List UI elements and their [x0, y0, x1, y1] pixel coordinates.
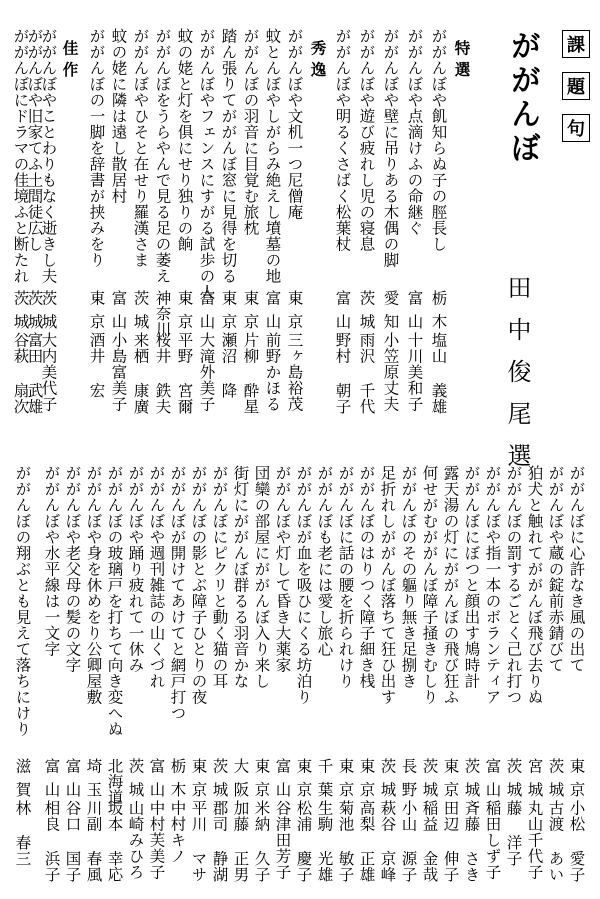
- prefecture: 富山: [147, 758, 166, 805]
- poem: ががんぼの一脚を辞書が挟みをり: [87, 28, 106, 268]
- poem: ががんぼや老父母の髪の文字: [63, 465, 82, 673]
- prefecture: 東京: [336, 758, 355, 805]
- poem: 何せがむががんぼ障子掻きむしり: [420, 465, 439, 705]
- author: 谷萩 扇次: [11, 332, 30, 415]
- poem: ががんぼにドラマの佳境ふと断たれ: [11, 28, 30, 284]
- poem: ががんぼに心許なき風の出て: [567, 465, 586, 673]
- author: 相良 浜子: [42, 800, 61, 883]
- author: 十川美和子: [405, 332, 424, 412]
- author: 前野かほる: [263, 332, 282, 412]
- prefecture: 東京: [241, 290, 260, 337]
- prefecture: 長野: [399, 758, 418, 805]
- prefecture: 東京: [294, 758, 313, 805]
- section-heading-shuitsu: 秀逸: [308, 40, 328, 83]
- poem: ががんぼや灯して昏き大薬家: [273, 465, 292, 673]
- poem: ががんぼや身を休めをり公卿屋敷: [84, 465, 103, 705]
- author: 小松 愛子: [567, 800, 586, 883]
- prefecture: 茨城: [11, 290, 30, 337]
- prefecture: 茨城: [131, 290, 150, 337]
- prefecture: 茨城: [462, 758, 481, 805]
- author: 菊池 敏子: [336, 800, 355, 883]
- header-box-dai: 題: [562, 72, 590, 100]
- author: 高梨 正雄: [357, 800, 376, 883]
- prefecture: 東京: [252, 758, 271, 805]
- prefecture: 東京: [189, 758, 208, 805]
- poem: 露天湯の灯にががんぼの飛び狂ふ: [441, 465, 460, 705]
- author: 大内美代子: [39, 332, 58, 412]
- prefecture: 富山: [109, 290, 128, 337]
- prefecture: 富山: [263, 290, 282, 337]
- poem: ががんぼの翔ぶとも見えて落ちにけり: [13, 465, 32, 737]
- poem: 踏ん張りてががんぼ窓に見得を切る: [219, 28, 238, 284]
- prefecture: 東京: [219, 290, 238, 337]
- section-heading-tokusen: 特選: [452, 40, 472, 83]
- prefecture: 滋賀: [13, 758, 32, 805]
- author: 小島富美子: [109, 332, 128, 412]
- author: 平川 マサ: [189, 800, 208, 883]
- author: 加藤 正男: [231, 800, 250, 883]
- author: 中村キノ: [168, 800, 187, 864]
- prefecture: 茨城: [504, 758, 523, 805]
- author: 谷口 国子: [63, 800, 82, 883]
- header-box-ka: 課: [562, 30, 590, 58]
- poem: ががんぼや文机一つ尼僧庵: [285, 28, 304, 220]
- poem: ががんぼの罰するごとく己れ打つ: [504, 465, 523, 705]
- author: 稲田しず子: [483, 800, 502, 880]
- prefecture: 大阪: [231, 758, 250, 805]
- author: 桜井 鉄夫: [153, 332, 172, 415]
- author: 酒井 宏: [87, 332, 106, 399]
- poem: ががんぼのその軀り無き足捌き: [399, 465, 418, 689]
- prefecture: 宮城: [525, 758, 544, 805]
- prefecture: 千葉: [315, 758, 334, 805]
- header-box-ku: 句: [562, 114, 590, 142]
- author: 野村 朝子: [333, 332, 352, 415]
- prefecture: 茨城: [210, 758, 229, 805]
- prefecture: 東京: [357, 758, 376, 805]
- top-entry-17: [8, 0, 36, 899]
- author: 来栖 康廣: [131, 332, 150, 415]
- poem: ががんぼの影とぶ障子ひとりの夜: [189, 465, 208, 705]
- author: 米納 久子: [252, 800, 271, 883]
- poem: ががんぼや旧家てふ土間徒広し: [25, 28, 44, 252]
- author: 藤 洋子: [504, 800, 523, 867]
- poem: ががんぼや指一本のボランティア: [483, 465, 502, 705]
- poem: ががんぼや飢知らぬ子の脛長し: [429, 28, 448, 252]
- author: 郡司 静湖: [210, 800, 229, 883]
- author: 谷津田芳子: [273, 800, 292, 880]
- poem: 街灯にががんぼ群るる羽音かな: [231, 465, 250, 689]
- prefecture: 富山: [63, 758, 82, 805]
- prefecture: 東京: [567, 758, 586, 805]
- poem: ががんぼや週刊雑誌の山くづれ: [147, 465, 166, 689]
- author: 生駒 光雄: [315, 800, 334, 883]
- poem: ががんぼやひそと在せり羅漢さま: [131, 28, 150, 268]
- poem: ががんぼや蔵の錠前赤錆びて: [546, 465, 565, 673]
- prefecture: 愛知: [381, 290, 400, 337]
- prefecture: 富山: [42, 758, 61, 805]
- author: 中村芙美子: [147, 800, 166, 880]
- prefecture: 東京: [87, 290, 106, 337]
- author: 斉藤 さき: [462, 800, 481, 883]
- poem: ががんぼの玻璃戸を打ちて向き変へぬ: [105, 465, 124, 737]
- prefecture: 茨城: [126, 758, 145, 805]
- prefecture: 茨城: [420, 758, 439, 805]
- prefecture: 富山: [333, 290, 352, 337]
- poem: ががんぼにぼつと顔出す鳩時計: [462, 465, 481, 689]
- author: 平野 宮爾: [175, 332, 194, 415]
- author: 大滝外美子: [197, 332, 216, 412]
- author: 小笠原丈夫: [381, 332, 400, 412]
- poem: ががんぼが血を吸ひにくる坊泊り: [294, 465, 313, 705]
- author: 田辺 伸子: [441, 800, 460, 883]
- poem: ががんぼや遊び疲れし児の寝息: [357, 28, 376, 252]
- author: 川副 春風: [84, 800, 103, 883]
- author: 丸山千代子: [525, 800, 544, 880]
- poem: 足折れしががんぼ落ちて狂ひ出す: [378, 465, 397, 705]
- page-title: ががんぼ: [505, 30, 540, 166]
- prefecture: 栃木: [429, 290, 448, 337]
- author: 古渡 あい: [546, 800, 565, 883]
- prefecture: 神奈川: [153, 290, 172, 337]
- prefecture: 埼玉: [84, 758, 103, 805]
- poem: ががんぼや水平線は一文字: [42, 465, 61, 657]
- prefecture: 北海道: [105, 758, 124, 805]
- prefecture: 茨城: [25, 290, 44, 337]
- poem: 蚊とんぼやしがらみ絶えし墳墓の地: [263, 28, 282, 284]
- author: 雨沢 千代: [357, 332, 376, 415]
- prefecture: 東京: [441, 758, 460, 805]
- author: 小山 源子: [399, 800, 418, 883]
- poem: ががんぼをうらやんで見る足の萎え: [153, 28, 172, 284]
- author: 山崎みひろ: [126, 800, 145, 880]
- prefecture: 富山: [197, 290, 216, 337]
- section-heading-kasaku-label: 佳作: [60, 40, 80, 83]
- poem: ががんぼのはりつく障子細き桟: [357, 465, 376, 689]
- author: 塩山 義雄: [429, 332, 448, 415]
- poem: 狛犬と触れてががんぼ飛び去りぬ: [525, 465, 544, 705]
- prefecture: 茨城: [39, 290, 58, 337]
- author: 瀬沼 降: [219, 332, 238, 399]
- author: 坂本 幸応: [105, 800, 124, 883]
- prefecture: 富山: [273, 758, 292, 805]
- poem: 蚊の姥に隣は遠し散居村: [109, 28, 128, 204]
- author: 林 春三: [13, 800, 32, 867]
- poem: ががんぼが開けてあけてと網戸打つ: [168, 465, 187, 721]
- prefecture: 富山: [405, 290, 424, 337]
- poem: ががんぼやことわりもなく逝きし夫: [39, 28, 58, 284]
- poem: ががんぼや壁に吊りある木偶の脚: [381, 28, 400, 268]
- author: 稲益 金哉: [420, 800, 439, 883]
- author: 富田 武雄: [25, 332, 44, 415]
- poem: ががんぼや踊り疲れて一休み: [126, 465, 145, 673]
- poem: ががんぼにピクリと動く猫の耳: [210, 465, 229, 689]
- poem: ががんぼやフェンスにすがる試歩の人: [197, 28, 216, 300]
- poem: ががんぼも老には愛し旅心: [315, 465, 334, 657]
- prefecture: 富山: [483, 758, 502, 805]
- poem: ががんぼに話の腰を折られけり: [336, 465, 355, 689]
- prefecture: 茨城: [378, 758, 397, 805]
- prefecture: 東京: [285, 290, 304, 337]
- selector-name: 田中俊尾選: [503, 275, 531, 485]
- poem: ががんぼの羽音に目覚む旅枕: [241, 28, 260, 236]
- author: 松浦 慶子: [294, 800, 313, 883]
- prefecture: 東京: [175, 290, 194, 337]
- prefecture: 栃木: [168, 758, 187, 805]
- prefecture: 茨城: [357, 290, 376, 337]
- author: 片柳 酔星: [241, 332, 260, 415]
- author: 三ヶ島裕茂: [285, 332, 304, 412]
- author: 萩谷 京峰: [378, 800, 397, 883]
- prefecture: 茨城: [546, 758, 565, 805]
- poem: ががんぼや点滴けふの命継ぐ: [405, 28, 424, 236]
- poem: 蚊の姥と灯を俱にせり独りの餉: [175, 28, 194, 252]
- poem: ががんぼや明るくさばく松葉杖: [333, 28, 352, 252]
- poem: 団欒の部屋にががんぼ入り来し: [252, 465, 271, 689]
